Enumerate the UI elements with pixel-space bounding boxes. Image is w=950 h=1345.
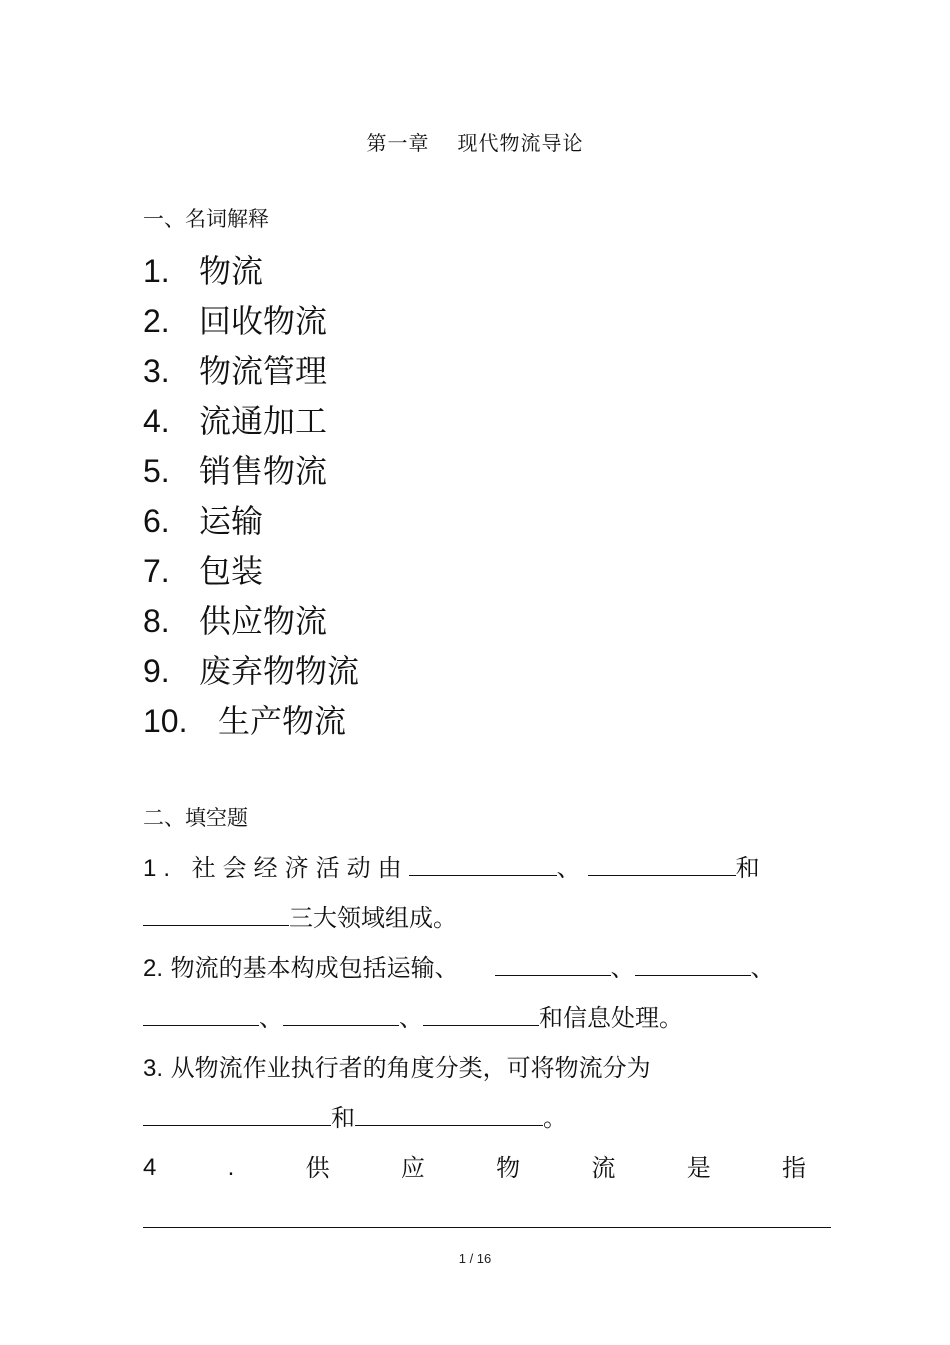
question-char: 应	[400, 1154, 425, 1182]
section-heading-fill-in: 二、填空题	[143, 806, 248, 830]
question-char: 是	[686, 1154, 711, 1182]
term-text: 供应物流	[199, 602, 328, 640]
separator: 、	[556, 854, 588, 882]
question-char: 指	[782, 1154, 806, 1182]
question-text: 从物流作业执行者的角度分类，可将物流分为	[170, 1054, 651, 1082]
question-number: 1.	[143, 855, 178, 882]
question-char: 流	[591, 1154, 616, 1182]
term-text: 物流管理	[199, 352, 328, 390]
answer-blank[interactable]	[588, 853, 736, 876]
question-3-line-1	[143, 1053, 833, 1084]
term-text: 销售物流	[199, 452, 328, 490]
chapter-title	[0, 127, 950, 156]
term-number: 6.	[143, 503, 170, 539]
answer-blank[interactable]	[143, 903, 289, 926]
answer-blank[interactable]	[283, 1003, 399, 1026]
term-text: 回收物流	[199, 302, 328, 340]
chapter-name: 现代物流导论	[457, 131, 584, 155]
question-2-line-2	[143, 1003, 833, 1033]
term-number: 9.	[143, 653, 170, 689]
question-char: 物	[496, 1154, 521, 1182]
question-4-line-1	[143, 1153, 806, 1183]
question-char: .	[227, 1154, 235, 1181]
answer-blank[interactable]	[409, 853, 557, 876]
term-item	[143, 499, 359, 549]
term-item	[143, 349, 359, 399]
term-text: 生产物流	[218, 702, 347, 740]
answer-blank[interactable]	[143, 1227, 831, 1228]
question-number: 4	[143, 1154, 157, 1181]
term-item	[143, 399, 359, 449]
separator: 、	[259, 1004, 283, 1032]
question-end: 。	[543, 1104, 567, 1132]
term-item	[143, 449, 359, 499]
question-1-line-2	[143, 903, 833, 933]
question-3-line-2	[143, 1103, 833, 1133]
question-number: 2.	[143, 955, 164, 982]
term-number: 4.	[143, 403, 170, 439]
answer-blank[interactable]	[495, 953, 611, 976]
term-number: 2.	[143, 303, 170, 339]
question-text: 物流的基本构成包括运输、	[170, 954, 459, 982]
answer-blank[interactable]	[635, 953, 751, 976]
separator: 、	[750, 954, 775, 982]
term-number: 10.	[143, 703, 188, 739]
separator: 和	[735, 854, 767, 882]
term-list	[143, 249, 359, 749]
question-text: 社会经济活动由	[191, 854, 409, 882]
question-2-line-1	[143, 953, 833, 984]
answer-blank[interactable]	[355, 1103, 543, 1126]
term-item	[143, 549, 359, 599]
term-item	[143, 599, 359, 649]
question-text: 和信息处理。	[539, 1004, 683, 1032]
term-number: 1.	[143, 253, 170, 289]
term-text: 运输	[199, 502, 264, 540]
page-indicator: 1 / 16	[458, 1251, 492, 1266]
term-number: 7.	[143, 553, 170, 589]
section-heading-definitions: 一、名词解释	[143, 207, 269, 231]
answer-blank[interactable]	[423, 1003, 539, 1026]
separator: 、	[610, 954, 635, 982]
term-text: 包装	[199, 552, 264, 590]
question-char: 供	[305, 1154, 330, 1182]
term-number: 3.	[143, 353, 170, 389]
question-1-line-1	[143, 853, 833, 884]
term-text: 废弃物物流	[199, 652, 360, 690]
separator: 和	[331, 1104, 355, 1132]
term-item	[143, 699, 359, 749]
question-number: 3.	[143, 1055, 164, 1082]
question-text: 三大领域组成。	[289, 904, 457, 932]
separator: 、	[399, 1004, 423, 1032]
term-number: 8.	[143, 603, 170, 639]
answer-blank[interactable]	[143, 1103, 331, 1126]
answer-blank[interactable]	[143, 1003, 259, 1026]
chapter-number: 第一章	[366, 131, 430, 155]
term-number: 5.	[143, 453, 170, 489]
term-item	[143, 249, 359, 299]
term-item	[143, 299, 359, 349]
term-text: 物流	[199, 252, 264, 290]
term-text: 流通加工	[199, 402, 328, 440]
term-item	[143, 649, 359, 699]
